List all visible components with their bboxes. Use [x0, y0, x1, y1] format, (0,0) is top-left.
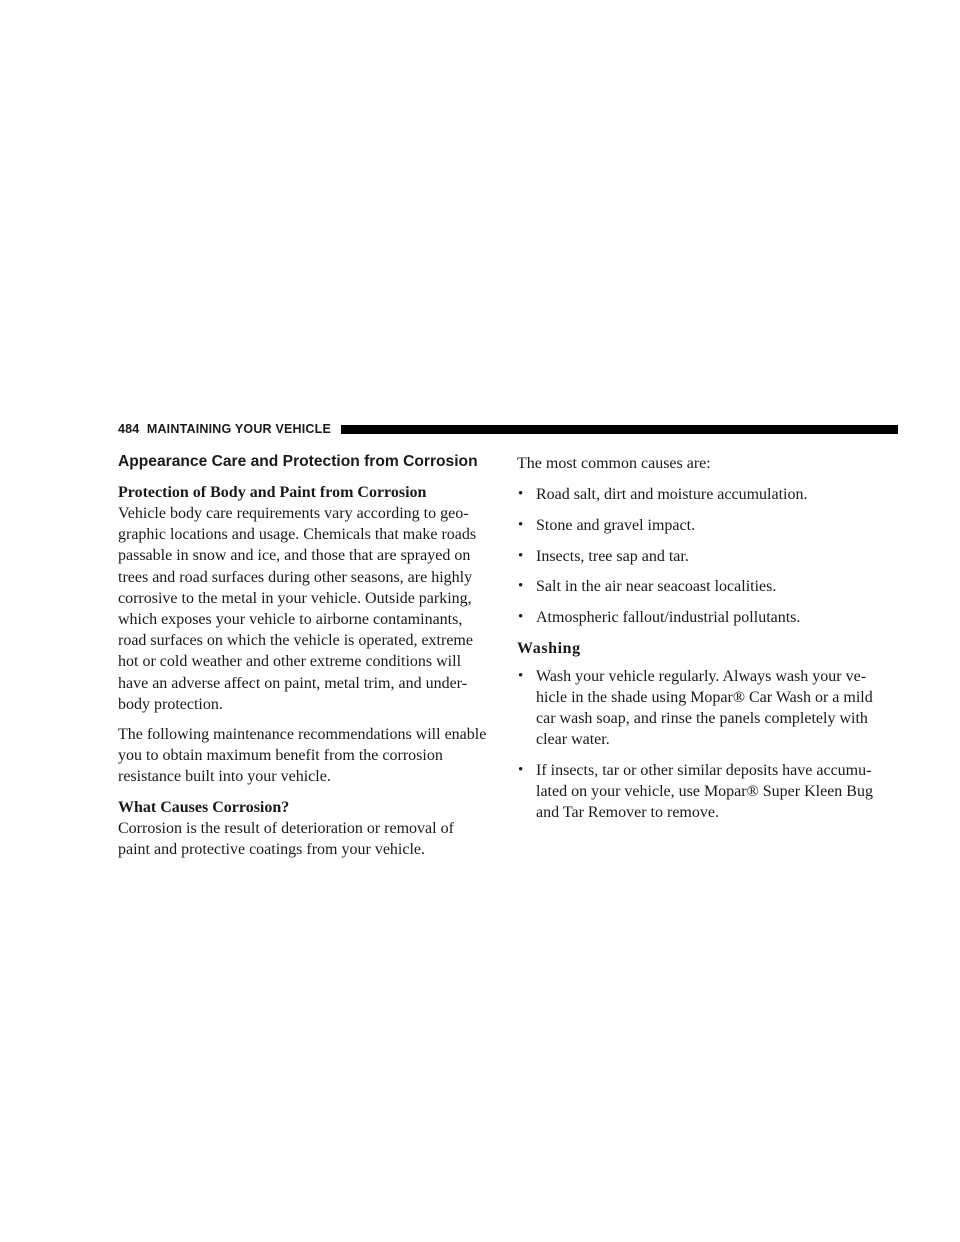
list-item: • Atmospheric fallout/industrial pollutants. [517, 607, 897, 628]
list-item: • If insects, tar or other similar deposits have accumu- lated on your vehicle, use Mopar® Super Kleen Bug and Tar Remover to remove. [518, 762, 873, 822]
section-name: MAINTAINING YOUR VEHICLE [146, 422, 332, 436]
causes-paragraph: Corrosion is the result of deterioration or removal of paint and protective coatings from your vehicle. [118, 819, 454, 858]
bullet-icon: • [518, 762, 524, 779]
header-rule [341, 425, 898, 434]
bullet-icon: • [518, 516, 524, 533]
list-item: • Insects, tree sap and tar. [517, 546, 897, 567]
page-number: 484 [118, 422, 140, 436]
right-column [517, 450, 897, 833]
bullet-icon: • [518, 609, 524, 626]
bullet-icon: • [518, 547, 524, 564]
protection-paragraph: Vehicle body care requirements vary according to geo- graphic locations and usage. Chemicals that make roads passable in snow and ice, and those that are sprayed on trees and road surfaces during other seasons, are highly corrosive to the metal in your vehicle. Outside parking, which exposes your vehicle to airborne contaminants, road surfaces on which the vehicle is operated, extreme hot or cold weather and other extreme conditions will have an adverse affect on paint, metal trim, and under- body protection. [118, 505, 477, 713]
bullet-icon: • [518, 578, 524, 595]
page-header-text [118, 421, 331, 437]
page-header [118, 421, 898, 437]
washing-heading: Washing [517, 639, 581, 657]
section-title: Appearance Care and Protection from Corrosion [118, 453, 478, 470]
causes-heading: What Causes Corrosion? [118, 798, 290, 816]
protection-heading: Protection of Body and Paint from Corrosion [118, 484, 427, 501]
list-item: • Wash your vehicle regularly. Always wash your ve- hicle in the shade using Mopar® Car Wash or a mild car wash soap, and rinse the panels completely with clear water. [518, 667, 873, 749]
list-item: • Stone and gravel impact. [517, 515, 897, 536]
causes-intro: The most common causes are: [517, 455, 711, 472]
left-column [118, 450, 496, 869]
bullet-icon: • [518, 667, 524, 684]
bullet-icon: • [518, 486, 524, 503]
list-item: • Road salt, dirt and moisture accumulation. [517, 484, 897, 505]
recommendation-paragraph: The following maintenance recommendations will enable you to obtain maximum benefit from the corrosion resistance built into your vehicle. [118, 726, 487, 786]
list-item: • Salt in the air near seacoast localities. [517, 576, 897, 597]
